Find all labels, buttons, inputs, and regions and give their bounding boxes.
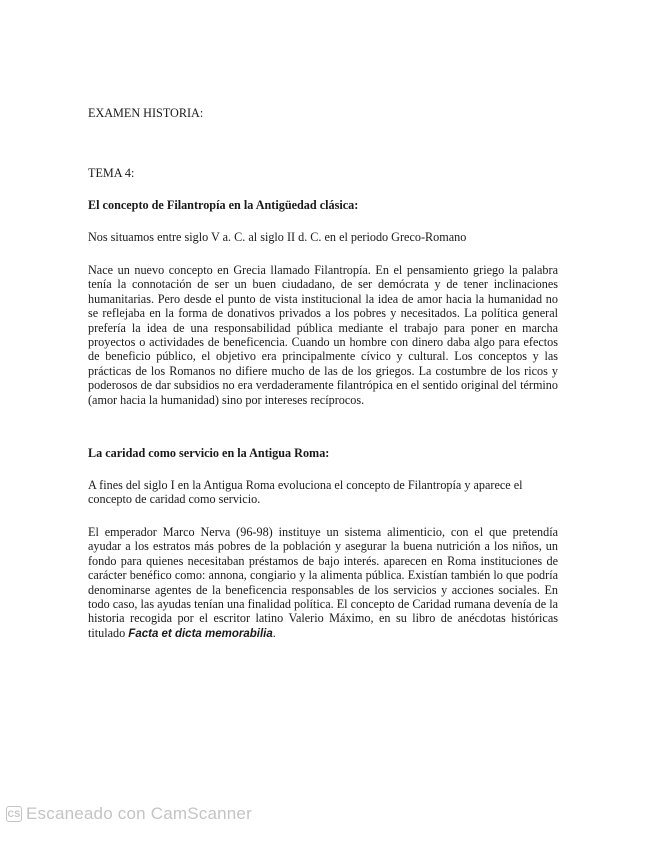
intro-line: Nos situamos entre siglo V a. C. al siglo II d. C. en el periodo Greco-Romano (88, 230, 467, 244)
paragraph-caridad-intro: A fines del siglo I en la Antigua Roma evoluciona el concepto de Filantropía y aparece el concepto de caridad como servicio. (88, 478, 523, 507)
paragraph-end-punct: . (272, 625, 276, 640)
paragraph-marco-nerva-text: El emperador Marco Nerva (96-98) instituye un sistema alimenticio, con el que pretendía ayudar a los estratos más pobres de la población y asegurar la buena nutrición a los niños, un fondo para quienes necesitaban préstamos de bajo interés. aparecen en Roma instituciones de carácter benéfico como: annona, congiario y la alimenta pública. Existían también lo que podría denominarse agentes de la beneficencia responsables de los servicios y acciones sociales. En todo caso, las ayudas tenían una finalidad política. El concepto de Caridad rumana devenía de la historia recogida por el escritor latino Valerio Máximo, en su libro de anécdotas históricas titulado (88, 525, 558, 640)
section-heading-caridad: La caridad como servicio en la Antigua Roma: (88, 446, 330, 460)
section-heading-filantropia: El concepto de Filantropía en la Antigüedad clásica: (88, 198, 359, 212)
exam-title: EXAMEN HISTORIA: (88, 106, 204, 120)
camscanner-text: Escaneado con CamScanner (26, 804, 252, 823)
camscanner-watermark (6, 803, 252, 825)
topic-label: TEMA 4: (88, 166, 135, 180)
camscanner-logo-icon: CS (6, 806, 22, 822)
paragraph-filantropia: Nace un nuevo concepto en Grecia llamado Filantropía. En el pensamiento griego la palabra tenía la connotación de ser un buen ciudadano, de ser demócrata y de tener inclinaciones humanitarias. Pero desde el punto de vista institucional la idea de amor hacia la humanidad no se reflejaba en la forma de donativos privados a los pobres y necesitados. La política general prefería la idea de una responsabilidad pública mediante el trabajo para poner en marcha proyectos o actividades de beneficencia. Cuando un hombre con dinero daba algo para efectos de beneficio público, el objetivo era principalmente cívico y cultural. Los conceptos y las prácticas de los Romanos no difiere mucho de las de los griegos. La costumbre de los ricos y poderosos de dar subsidios no era verdaderamente filantrópica en el sentido original del término (amor hacia la humanidad) sino por intereses recíprocos. (88, 263, 558, 407)
paragraph-marco-nerva (88, 525, 558, 641)
book-title: Facta et dicta memorabilia (128, 627, 273, 640)
